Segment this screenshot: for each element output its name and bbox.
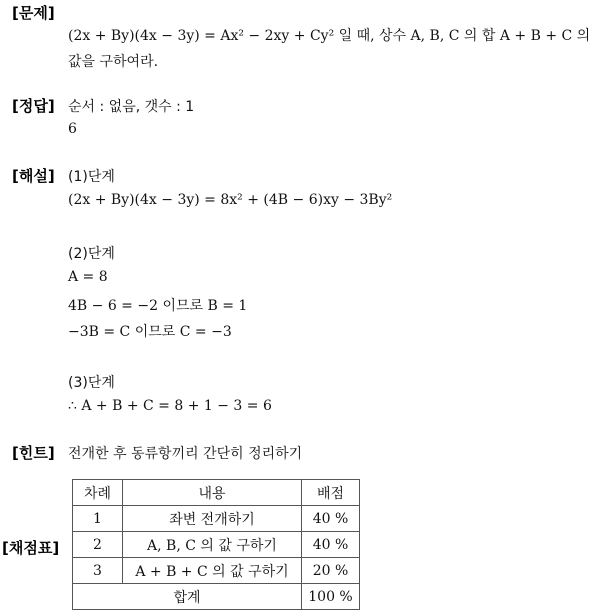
rubric-row-order: 2 [73, 532, 123, 558]
problem-line-1: (2x + By)(4x − 3y) = Ax² − 2xy + Cy² 일 때, 상수 A, B, C 의 합 A + B + C 의 [68, 28, 591, 44]
step1-equation: (2x + By)(4x − 3y) = 8x² + (4B − 6)xy − 3By² [68, 192, 393, 208]
step2-equation-2: 4B − 6 = −2 이므로 B = 1 [68, 298, 248, 314]
step2-equation-3: −3B = C 이므로 C = −3 [68, 324, 232, 340]
rubric-row-content: A + B + C 의 값 구하기 [123, 558, 302, 584]
rubric-row-order: 3 [73, 558, 123, 584]
rubric-total-score: 100 % [302, 584, 360, 610]
step1-title: (1)단계 [68, 169, 115, 185]
rubric-row [73, 506, 360, 532]
rubric-row [73, 532, 360, 558]
rubric-row [73, 558, 360, 584]
step3-title: (3)단계 [68, 375, 115, 391]
rubric-header-score: 배점 [302, 480, 360, 506]
rubric-total-row [73, 584, 360, 610]
rubric-row-content: 좌변 전개하기 [123, 506, 302, 532]
rubric-row-score: 20 % [302, 558, 360, 584]
step2-equation-1: A = 8 [68, 269, 108, 285]
rubric-header-order: 차례 [73, 480, 123, 506]
problem-line-2: 값을 구하여라. [68, 54, 159, 70]
rubric-header-content: 내용 [123, 480, 302, 506]
hint-text: 전개한 후 동류항끼리 간단히 정리하기 [68, 446, 303, 462]
answer-meta: 순서 : 없음, 갯수 : 1 [68, 99, 195, 115]
problem-label: [문제] [12, 4, 55, 22]
rubric-table [72, 479, 360, 610]
rubric-label: [채점표] [2, 539, 60, 557]
rubric-row-score: 40 % [302, 532, 360, 558]
answer-value: 6 [68, 121, 77, 137]
answer-label: [정답] [12, 97, 55, 115]
rubric-total-label: 합계 [73, 584, 302, 610]
hint-label: [힌트] [12, 444, 55, 462]
rubric-row-score: 40 % [302, 506, 360, 532]
step2-title: (2)단계 [68, 246, 115, 262]
rubric-row-content: A, B, C 의 값 구하기 [123, 532, 302, 558]
rubric-header-row [73, 480, 360, 506]
solution-label: [해설] [12, 167, 55, 185]
step3-equation: ∴ A + B + C = 8 + 1 − 3 = 6 [68, 398, 272, 414]
rubric-row-order: 1 [73, 506, 123, 532]
